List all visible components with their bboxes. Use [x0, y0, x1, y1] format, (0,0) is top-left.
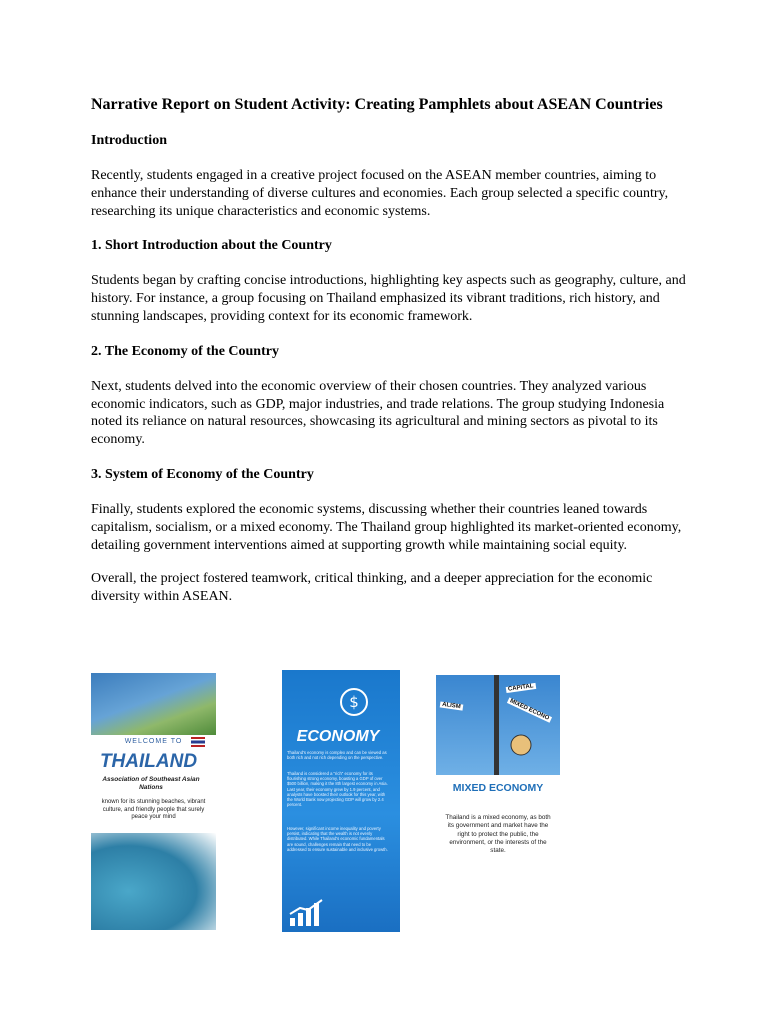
signpost-drawing: [436, 675, 560, 775]
growth-chart-icon: [288, 898, 328, 928]
beach-photo: [91, 673, 216, 735]
pamphlet-mixed-economy-description: Thailand is a mixed economy, as both its government and market have the right to protect the public, the environment, or the interests of the state.: [445, 814, 551, 855]
section-1-paragraph: Students began by crafting concise introductions, highlighting key aspects such as geography, culture, and history. For instance, a group focusing on Thailand emphasized its vibrant traditions, rich history, and stunning landscapes, providing context for its economic framework.: [91, 273, 686, 324]
sign-socialism: ALISM: [441, 701, 461, 711]
southeast-asia-map: [91, 833, 216, 930]
section-2-heading: 2. The Economy of the Country: [91, 343, 279, 359]
pamphlet-economy-title: ECONOMY: [296, 728, 380, 745]
economy-pamphlet-image: [282, 670, 400, 932]
dollar-coin-icon: $: [340, 688, 368, 716]
pamphlet-welcome-text: WELCOME TO: [124, 738, 183, 745]
economy-paragraph-2: Thailand is considered a "rich" economy for its flourishing strong economy, boasting a GDP of over $500 billion, making it the 8th largest economy in Asia. Last year, their economy grew by 1.9 percent, and analysts have boosted their outlook for this year, with the World Bank now projecting GDP will grow by 2.4 percent.: [287, 771, 388, 808]
introduction-paragraph: Recently, students engaged in a creative project focused on the ASEAN member countries, aiming to enhance their understanding of diverse cultures and economies. Each group selected a specific country, researching its unique characteristics and economic systems.: [91, 168, 669, 219]
thailand-pamphlet-image: [91, 673, 216, 930]
section-3-heading: 3. System of Economy of the Country: [91, 466, 314, 482]
mixed-economy-pamphlet-image: [436, 675, 560, 927]
introduction-heading: Introduction: [91, 133, 167, 148]
pamphlet-thailand-description: known for its stunning beaches, vibrant culture, and friendly people that surely peace your mind: [101, 799, 206, 820]
pamphlet-thailand-title: THAILAND: [99, 751, 198, 772]
pamphlet-mixed-economy-title: MIXED ECONOMY: [452, 782, 544, 794]
section-1-heading: 1. Short Introduction about the Country: [91, 238, 332, 254]
economy-paragraph-1: Thailand's economy is complex and can be viewed as both rich and not rich depending on the perspective.: [287, 750, 387, 761]
sign-capitalism: CAPITAL: [507, 683, 534, 693]
pamphlet-association-text: Association of Southeast Asian Nations: [102, 776, 200, 791]
section-3-paragraph: Finally, students explored the economic systems, discussing whether their countries leaned towards capitalism, socialism, or a mixed economy. The Thailand group highlighted its market-oriented economy, detailing government interventions aimed at supporting growth while maintaining social equity.: [91, 501, 682, 553]
sign-mixed-economy: MIXED ECONO: [508, 698, 550, 722]
report-title: Narrative Report on Student Activity: Creating Pamphlets about ASEAN Countries: [91, 96, 663, 113]
report-body: [91, 94, 691, 606]
economy-paragraph-3: However, significant income inequality and poverty persist, indicating that the wealth is not evenly distributed. While Thailand's economic fundamentals are sound, challenges remain that need to be addressed to ensure sustainable and inclusive growth.: [287, 826, 388, 852]
thai-flag-icon: [191, 737, 205, 747]
conclusion-paragraph: Overall, the project fostered teamwork, critical thinking, and a deeper appreciation for the economic diversity within ASEAN.: [91, 571, 653, 605]
section-2-paragraph: Next, students delved into the economic overview of their chosen countries. They analyzed various economic indicators, such as GDP, major industries, and trade relations. The group studying Indonesia noted its reliance on natural resources, showcasing its agricultural and mining sectors as pivotal to its economy.: [91, 378, 665, 448]
